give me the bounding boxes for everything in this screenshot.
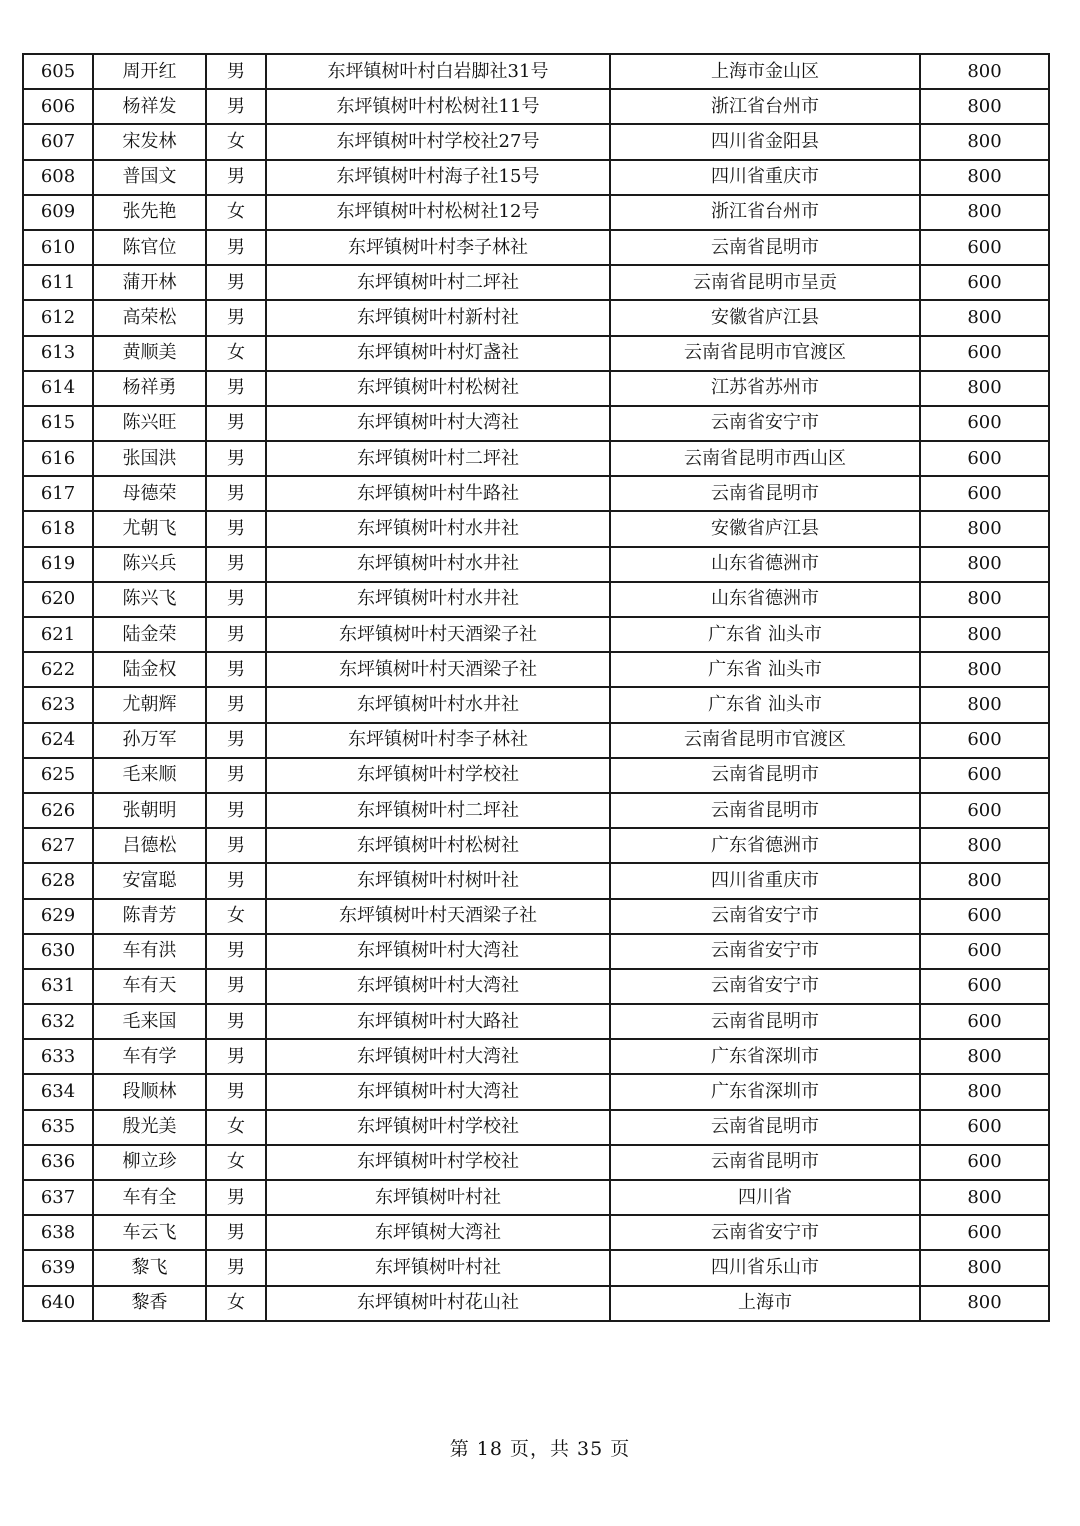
table-row	[23, 969, 1049, 1004]
row-number-cell: 630	[23, 934, 93, 969]
name-cell: 车有洪	[93, 934, 206, 969]
gender-cell: 男	[206, 476, 266, 511]
amount-cell: 600	[920, 1215, 1049, 1250]
amount-cell: 800	[920, 511, 1049, 546]
gender-cell: 男	[206, 1180, 266, 1215]
workplace-cell: 云南省安宁市	[610, 1215, 920, 1250]
name-cell: 吕德松	[93, 828, 206, 863]
workplace-cell: 四川省	[610, 1180, 920, 1215]
workplace-cell: 广东省 汕头市	[610, 652, 920, 687]
table-row	[23, 863, 1049, 898]
address-cell: 东坪镇树叶村大湾社	[266, 1074, 610, 1109]
table-row	[23, 406, 1049, 441]
table-row	[23, 1250, 1049, 1285]
amount-cell: 800	[920, 160, 1049, 195]
workplace-cell: 云南省昆明市	[610, 758, 920, 793]
address-cell: 东坪镇树叶村海子社15号	[266, 160, 610, 195]
workplace-cell: 云南省安宁市	[610, 934, 920, 969]
gender-cell: 男	[206, 828, 266, 863]
address-cell: 东坪镇树叶村二坪社	[266, 793, 610, 828]
name-cell: 陈青芳	[93, 899, 206, 934]
workplace-cell: 江苏省苏州市	[610, 371, 920, 406]
name-cell: 柳立珍	[93, 1145, 206, 1180]
gender-cell: 男	[206, 1004, 266, 1039]
name-cell: 段顺林	[93, 1074, 206, 1109]
amount-cell: 800	[920, 54, 1049, 89]
gender-cell: 女	[206, 1110, 266, 1145]
gender-cell: 男	[206, 1039, 266, 1074]
amount-cell: 600	[920, 934, 1049, 969]
name-cell: 陆金荣	[93, 617, 206, 652]
gender-cell: 男	[206, 230, 266, 265]
table-row	[23, 687, 1049, 722]
gender-cell: 男	[206, 582, 266, 617]
workplace-cell: 云南省昆明市呈贡	[610, 265, 920, 300]
amount-cell: 600	[920, 336, 1049, 371]
amount-cell: 800	[920, 828, 1049, 863]
gender-cell: 男	[206, 441, 266, 476]
roster-table	[22, 53, 1050, 1322]
gender-cell: 男	[206, 511, 266, 546]
amount-cell: 800	[920, 1074, 1049, 1109]
amount-cell: 800	[920, 124, 1049, 159]
gender-cell: 女	[206, 1145, 266, 1180]
name-cell: 母德荣	[93, 476, 206, 511]
table-row	[23, 1004, 1049, 1039]
amount-cell: 600	[920, 406, 1049, 441]
table-row	[23, 300, 1049, 335]
gender-cell: 男	[206, 265, 266, 300]
row-number-cell: 633	[23, 1039, 93, 1074]
row-number-cell: 638	[23, 1215, 93, 1250]
gender-cell: 男	[206, 934, 266, 969]
workplace-cell: 山东省德洲市	[610, 582, 920, 617]
address-cell: 东坪镇树叶村天酒梁子社	[266, 617, 610, 652]
amount-cell: 800	[920, 1039, 1049, 1074]
address-cell: 东坪镇树大湾社	[266, 1215, 610, 1250]
row-number-cell: 607	[23, 124, 93, 159]
gender-cell: 男	[206, 1074, 266, 1109]
amount-cell: 800	[920, 1250, 1049, 1285]
row-number-cell: 632	[23, 1004, 93, 1039]
address-cell: 东坪镇树叶村松树社	[266, 371, 610, 406]
address-cell: 东坪镇树叶村水井社	[266, 687, 610, 722]
name-cell: 高荣松	[93, 300, 206, 335]
row-number-cell: 629	[23, 899, 93, 934]
name-cell: 尤朝飞	[93, 511, 206, 546]
table-row	[23, 336, 1049, 371]
address-cell: 东坪镇树叶村松树社12号	[266, 195, 610, 230]
workplace-cell: 安徽省庐江县	[610, 300, 920, 335]
gender-cell: 女	[206, 336, 266, 371]
address-cell: 东坪镇树叶村大湾社	[266, 934, 610, 969]
table-row	[23, 1074, 1049, 1109]
amount-cell: 600	[920, 723, 1049, 758]
address-cell: 东坪镇树叶村社	[266, 1180, 610, 1215]
amount-cell: 600	[920, 476, 1049, 511]
table-row	[23, 265, 1049, 300]
row-number-cell: 635	[23, 1110, 93, 1145]
amount-cell: 800	[920, 195, 1049, 230]
row-number-cell: 617	[23, 476, 93, 511]
amount-cell: 800	[920, 863, 1049, 898]
gender-cell: 女	[206, 124, 266, 159]
address-cell: 东坪镇树叶村灯盏社	[266, 336, 610, 371]
table-row	[23, 652, 1049, 687]
row-number-cell: 611	[23, 265, 93, 300]
workplace-cell: 云南省安宁市	[610, 899, 920, 934]
row-number-cell: 606	[23, 89, 93, 124]
table-row	[23, 1145, 1049, 1180]
gender-cell: 男	[206, 969, 266, 1004]
address-cell: 东坪镇树叶村大湾社	[266, 969, 610, 1004]
workplace-cell: 上海市	[610, 1286, 920, 1321]
gender-cell: 男	[206, 160, 266, 195]
table-row	[23, 1039, 1049, 1074]
amount-cell: 600	[920, 899, 1049, 934]
workplace-cell: 浙江省台州市	[610, 195, 920, 230]
amount-cell: 800	[920, 1286, 1049, 1321]
table-row	[23, 1286, 1049, 1321]
workplace-cell: 广东省德洲市	[610, 828, 920, 863]
row-number-cell: 622	[23, 652, 93, 687]
workplace-cell: 云南省昆明市	[610, 1110, 920, 1145]
gender-cell: 男	[206, 723, 266, 758]
name-cell: 毛来国	[93, 1004, 206, 1039]
row-number-cell: 609	[23, 195, 93, 230]
amount-cell: 600	[920, 1004, 1049, 1039]
amount-cell: 800	[920, 617, 1049, 652]
amount-cell: 600	[920, 758, 1049, 793]
name-cell: 普国文	[93, 160, 206, 195]
workplace-cell: 云南省昆明市	[610, 476, 920, 511]
table-row	[23, 758, 1049, 793]
address-cell: 东坪镇树叶村学校社	[266, 758, 610, 793]
page-footer: 第 18 页，共 35 页	[449, 1438, 631, 1460]
workplace-cell: 四川省重庆市	[610, 160, 920, 195]
workplace-cell: 四川省重庆市	[610, 863, 920, 898]
name-cell: 张国洪	[93, 441, 206, 476]
workplace-cell: 云南省昆明市	[610, 793, 920, 828]
amount-cell: 800	[920, 652, 1049, 687]
row-number-cell: 637	[23, 1180, 93, 1215]
name-cell: 尤朝辉	[93, 687, 206, 722]
table-row	[23, 195, 1049, 230]
row-number-cell: 619	[23, 547, 93, 582]
name-cell: 黎飞	[93, 1250, 206, 1285]
row-number-cell: 618	[23, 511, 93, 546]
address-cell: 东坪镇树叶村牛路社	[266, 476, 610, 511]
address-cell: 东坪镇树叶村学校社	[266, 1145, 610, 1180]
address-cell: 东坪镇树叶村松树社	[266, 828, 610, 863]
gender-cell: 男	[206, 89, 266, 124]
address-cell: 东坪镇树叶村大湾社	[266, 1039, 610, 1074]
address-cell: 东坪镇树叶村二坪社	[266, 265, 610, 300]
workplace-cell: 云南省安宁市	[610, 969, 920, 1004]
table-row	[23, 160, 1049, 195]
table-row	[23, 793, 1049, 828]
address-cell: 东坪镇树叶村水井社	[266, 547, 610, 582]
workplace-cell: 云南省安宁市	[610, 406, 920, 441]
row-number-cell: 614	[23, 371, 93, 406]
table-row	[23, 89, 1049, 124]
name-cell: 张朝明	[93, 793, 206, 828]
gender-cell: 男	[206, 758, 266, 793]
amount-cell: 600	[920, 1145, 1049, 1180]
row-number-cell: 625	[23, 758, 93, 793]
address-cell: 东坪镇树叶村水井社	[266, 582, 610, 617]
workplace-cell: 云南省昆明市	[610, 1145, 920, 1180]
name-cell: 车有全	[93, 1180, 206, 1215]
row-number-cell: 640	[23, 1286, 93, 1321]
row-number-cell: 628	[23, 863, 93, 898]
address-cell: 东坪镇树叶村白岩脚社31号	[266, 54, 610, 89]
workplace-cell: 四川省乐山市	[610, 1250, 920, 1285]
table-row	[23, 1110, 1049, 1145]
roster-table-body	[23, 54, 1049, 1321]
row-number-cell: 605	[23, 54, 93, 89]
table-row	[23, 54, 1049, 89]
gender-cell: 男	[206, 687, 266, 722]
row-number-cell: 615	[23, 406, 93, 441]
address-cell: 东坪镇树叶村天酒梁子社	[266, 899, 610, 934]
name-cell: 车有天	[93, 969, 206, 1004]
name-cell: 黄顺美	[93, 336, 206, 371]
gender-cell: 女	[206, 195, 266, 230]
workplace-cell: 广东省 汕头市	[610, 687, 920, 722]
address-cell: 东坪镇树叶村新村社	[266, 300, 610, 335]
table-row	[23, 371, 1049, 406]
name-cell: 车云飞	[93, 1215, 206, 1250]
name-cell: 安富聪	[93, 863, 206, 898]
workplace-cell: 广东省深圳市	[610, 1039, 920, 1074]
amount-cell: 800	[920, 1180, 1049, 1215]
gender-cell: 男	[206, 1250, 266, 1285]
table-row	[23, 230, 1049, 265]
table-row	[23, 934, 1049, 969]
gender-cell: 男	[206, 54, 266, 89]
gender-cell: 男	[206, 371, 266, 406]
amount-cell: 600	[920, 265, 1049, 300]
gender-cell: 男	[206, 406, 266, 441]
gender-cell: 男	[206, 652, 266, 687]
name-cell: 蒲开林	[93, 265, 206, 300]
name-cell: 黎香	[93, 1286, 206, 1321]
table-row	[23, 441, 1049, 476]
table-row	[23, 1215, 1049, 1250]
roster-table-container	[22, 53, 1048, 1322]
name-cell: 宋发林	[93, 124, 206, 159]
name-cell: 张先艳	[93, 195, 206, 230]
gender-cell: 男	[206, 300, 266, 335]
address-cell: 东坪镇树叶村二坪社	[266, 441, 610, 476]
workplace-cell: 浙江省台州市	[610, 89, 920, 124]
workplace-cell: 云南省昆明市	[610, 1004, 920, 1039]
name-cell: 陈兴兵	[93, 547, 206, 582]
amount-cell: 800	[920, 371, 1049, 406]
amount-cell: 600	[920, 1110, 1049, 1145]
amount-cell: 600	[920, 793, 1049, 828]
address-cell: 东坪镇树叶村学校社	[266, 1110, 610, 1145]
workplace-cell: 广东省深圳市	[610, 1074, 920, 1109]
row-number-cell: 624	[23, 723, 93, 758]
row-number-cell: 626	[23, 793, 93, 828]
row-number-cell: 612	[23, 300, 93, 335]
name-cell: 车有学	[93, 1039, 206, 1074]
amount-cell: 800	[920, 547, 1049, 582]
name-cell: 孙万军	[93, 723, 206, 758]
amount-cell: 800	[920, 300, 1049, 335]
row-number-cell: 639	[23, 1250, 93, 1285]
address-cell: 东坪镇树叶村松树社11号	[266, 89, 610, 124]
row-number-cell: 613	[23, 336, 93, 371]
workplace-cell: 广东省 汕头市	[610, 617, 920, 652]
name-cell: 杨祥勇	[93, 371, 206, 406]
name-cell: 毛来顺	[93, 758, 206, 793]
address-cell: 东坪镇树叶村天酒梁子社	[266, 652, 610, 687]
address-cell: 东坪镇树叶村花山社	[266, 1286, 610, 1321]
gender-cell: 男	[206, 1215, 266, 1250]
address-cell: 东坪镇树叶村学校社27号	[266, 124, 610, 159]
row-number-cell: 620	[23, 582, 93, 617]
amount-cell: 600	[920, 230, 1049, 265]
table-row	[23, 723, 1049, 758]
row-number-cell: 623	[23, 687, 93, 722]
table-row	[23, 124, 1049, 159]
table-row	[23, 476, 1049, 511]
table-row	[23, 899, 1049, 934]
name-cell: 殷光美	[93, 1110, 206, 1145]
gender-cell: 女	[206, 899, 266, 934]
workplace-cell: 云南省昆明市西山区	[610, 441, 920, 476]
address-cell: 东坪镇树叶村社	[266, 1250, 610, 1285]
workplace-cell: 山东省德洲市	[610, 547, 920, 582]
workplace-cell: 安徽省庐江县	[610, 511, 920, 546]
row-number-cell: 634	[23, 1074, 93, 1109]
workplace-cell: 云南省昆明市	[610, 230, 920, 265]
address-cell: 东坪镇树叶村树叶社	[266, 863, 610, 898]
name-cell: 周开红	[93, 54, 206, 89]
workplace-cell: 云南省昆明市官渡区	[610, 336, 920, 371]
name-cell: 陈官位	[93, 230, 206, 265]
amount-cell: 800	[920, 89, 1049, 124]
gender-cell: 男	[206, 617, 266, 652]
address-cell: 东坪镇树叶村李子林社	[266, 723, 610, 758]
amount-cell: 600	[920, 969, 1049, 1004]
address-cell: 东坪镇树叶村大路社	[266, 1004, 610, 1039]
row-number-cell: 616	[23, 441, 93, 476]
row-number-cell: 610	[23, 230, 93, 265]
workplace-cell: 四川省金阳县	[610, 124, 920, 159]
name-cell: 陈兴旺	[93, 406, 206, 441]
gender-cell: 女	[206, 1286, 266, 1321]
gender-cell: 男	[206, 793, 266, 828]
address-cell: 东坪镇树叶村大湾社	[266, 406, 610, 441]
address-cell: 东坪镇树叶村水井社	[266, 511, 610, 546]
row-number-cell: 627	[23, 828, 93, 863]
table-row	[23, 511, 1049, 546]
row-number-cell: 621	[23, 617, 93, 652]
workplace-cell: 上海市金山区	[610, 54, 920, 89]
amount-cell: 800	[920, 687, 1049, 722]
table-row	[23, 828, 1049, 863]
row-number-cell: 631	[23, 969, 93, 1004]
amount-cell: 800	[920, 582, 1049, 617]
address-cell: 东坪镇树叶村李子林社	[266, 230, 610, 265]
name-cell: 杨祥发	[93, 89, 206, 124]
gender-cell: 男	[206, 863, 266, 898]
table-row	[23, 547, 1049, 582]
row-number-cell: 636	[23, 1145, 93, 1180]
gender-cell: 男	[206, 547, 266, 582]
row-number-cell: 608	[23, 160, 93, 195]
amount-cell: 600	[920, 441, 1049, 476]
workplace-cell: 云南省昆明市官渡区	[610, 723, 920, 758]
name-cell: 陆金权	[93, 652, 206, 687]
table-row	[23, 582, 1049, 617]
name-cell: 陈兴飞	[93, 582, 206, 617]
table-row	[23, 617, 1049, 652]
table-row	[23, 1180, 1049, 1215]
